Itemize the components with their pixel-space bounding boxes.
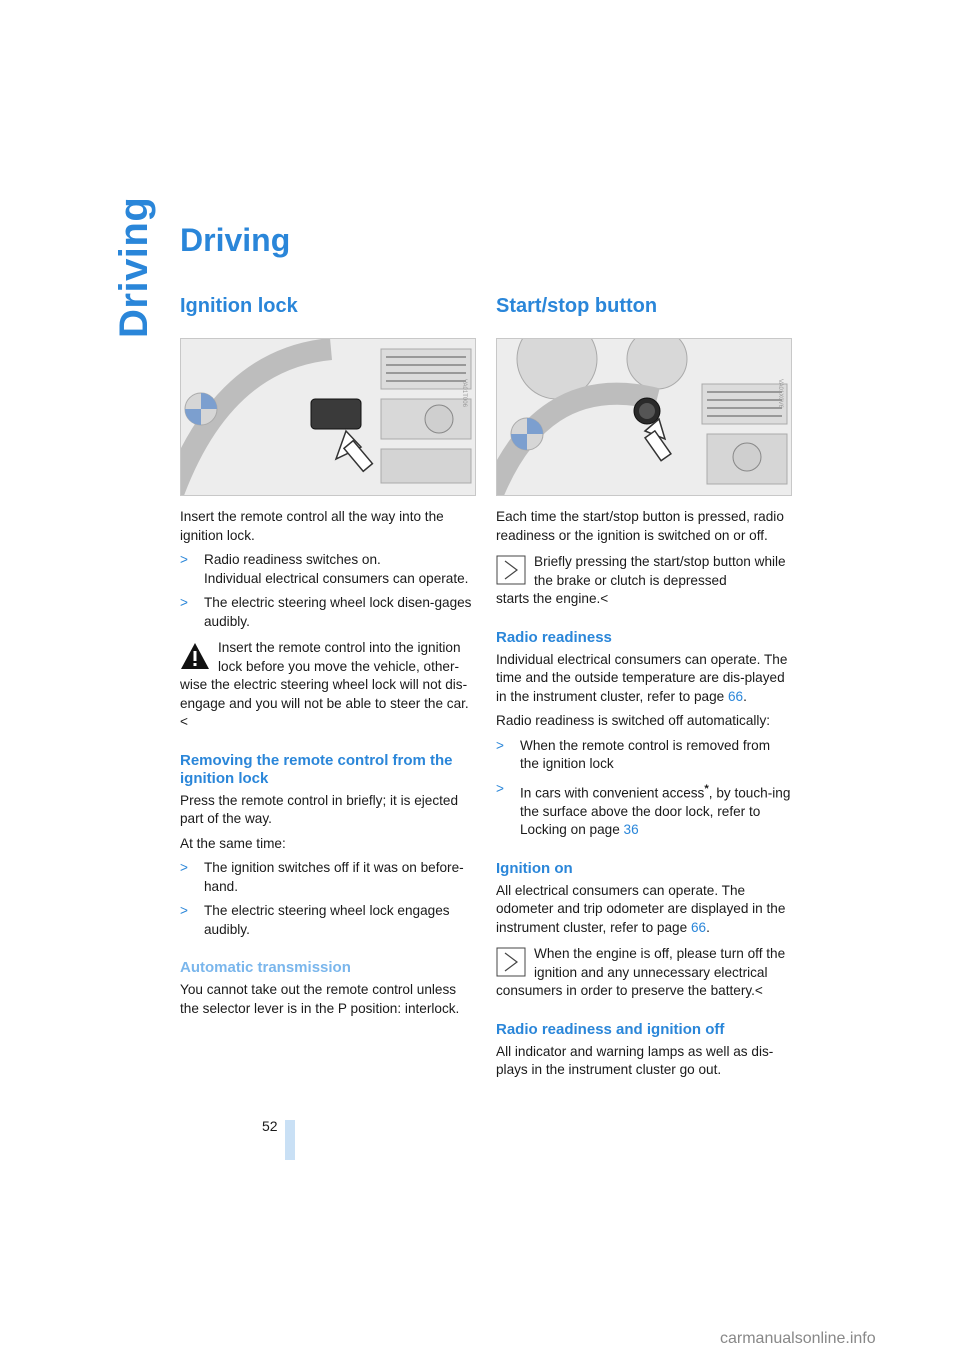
list-item-text: The electric steering wheel lock engages audibly.	[204, 903, 450, 937]
list-item-text: The ignition switches off if it was on before-hand.	[204, 860, 464, 894]
list-item	[180, 859, 476, 896]
warning-text-cont: wise the electric steering wheel lock will not dis-engage and you will not be able to steer the car.	[180, 677, 469, 711]
figure-code: VA01T006	[461, 379, 467, 407]
list-item-text: , by touch-ing the surface above the door lock, refer to Locking on page	[520, 785, 791, 838]
note-text: Briefly pressing the start/stop button while the brake or clutch is depressed	[534, 554, 786, 588]
end-mark: <	[600, 591, 609, 606]
info-note	[496, 945, 792, 1001]
warning-note	[180, 639, 476, 732]
section-heading-start-stop: Start/stop button	[496, 295, 658, 317]
list-item	[180, 551, 476, 588]
paragraph: All indicator and warning lamps as well as dis-plays in the instrument cluster go out.	[496, 1043, 774, 1078]
paragraph-text: Individual electrical consumers can operate. The time and the outside temperature are dis-played in the instrument cluster, refer to page	[496, 651, 788, 704]
list-item-text: The electric steering wheel lock disen-gages audibly.	[204, 595, 472, 629]
subheading-automatic-transmission: Automatic transmission	[180, 959, 351, 976]
bullet-list	[180, 859, 476, 939]
bullet-list	[496, 737, 792, 840]
end-mark: <	[180, 714, 188, 729]
end-mark: <	[754, 983, 763, 999]
list-item-text: Radio readiness switches on. Individual electrical consumers can operate.	[204, 552, 469, 586]
list-item	[496, 780, 792, 840]
bullet-mark: >	[180, 860, 188, 875]
start-stop-button-illustration	[496, 338, 792, 496]
page-title: Driving	[180, 222, 291, 258]
subheading-ignition-on: Ignition on	[496, 859, 573, 877]
paragraph: You cannot take out the remote control unless the selector lever is in the P position: interlock.	[180, 982, 460, 1016]
bullet-mark: >	[180, 595, 188, 610]
note-text: When the engine is off, please turn off the ignition and any unnecessary electrical	[534, 946, 786, 980]
paragraph: Press the remote control in briefly; it is ejected part of the way.	[180, 792, 459, 826]
warning-text: Insert the remote control into the ignition lock before you move the vehicle, other-	[218, 640, 461, 674]
paragraph: Each time the start/stop button is pressed, radio readiness or the ignition is switched on or off.	[496, 509, 784, 543]
list-item-text: When the remote control is removed from the ignition lock	[520, 737, 771, 771]
warning-triangle-icon	[180, 641, 210, 671]
list-item	[180, 902, 476, 939]
left-column	[180, 292, 476, 1024]
list-item	[496, 737, 792, 774]
note-text-cont: consumers in order to preserve the battery.	[496, 983, 755, 999]
paragraph: Insert the remote control all the way into the ignition lock.	[180, 509, 444, 543]
option-star: *	[704, 782, 709, 795]
note-text-cont: starts the engine.	[496, 591, 601, 606]
subheading-radio-readiness-ignition-off: Radio readiness and ignition off	[496, 1020, 725, 1038]
paragraph: Individual electrical consumers can operate. The time and the outside temperature are dis-played in the instrument cluster, refer to page 66.	[496, 651, 788, 704]
section-heading-ignition-lock: Ignition lock	[180, 295, 298, 317]
bullet-mark: >	[496, 737, 504, 753]
ignition-lock-illustration	[180, 338, 476, 496]
paragraph: At the same time:	[180, 835, 286, 851]
bullet-mark: >	[496, 780, 504, 796]
bullet-mark: >	[180, 903, 188, 918]
figure-code: VA01X0V6	[777, 379, 783, 408]
paragraph-text: All electrical consumers can operate. The odometer and trip odometer are displayed in the instrument cluster, refer to page	[496, 882, 786, 935]
page-link-66[interactable]: 66	[727, 688, 744, 704]
list-item	[180, 594, 476, 631]
side-tab: Driving	[112, 196, 156, 338]
note-arrow-icon	[496, 555, 526, 585]
subheading-radio-readiness: Radio readiness	[496, 628, 612, 646]
page-number: 52	[262, 1118, 278, 1134]
list-item-text: In cars with convenient access	[520, 785, 705, 801]
page-link-66[interactable]: 66	[690, 919, 707, 935]
note-arrow-icon	[496, 947, 526, 977]
page-link-36[interactable]: 36	[623, 822, 639, 838]
paragraph: Radio readiness is switched off automatically:	[496, 713, 771, 728]
info-note	[496, 553, 792, 609]
paragraph: All electrical consumers can operate. The odometer and trip odometer are displayed in the instrument cluster, refer to page 66.	[496, 882, 786, 935]
page-number-bar	[285, 1120, 295, 1160]
right-column	[496, 292, 792, 1086]
subheading-removing-remote: Removing the remote control from the ignition lock	[180, 751, 453, 787]
bullet-mark: >	[180, 552, 188, 567]
bullet-list	[180, 551, 476, 631]
footer-watermark: carmanualsonline.info	[720, 1330, 876, 1347]
